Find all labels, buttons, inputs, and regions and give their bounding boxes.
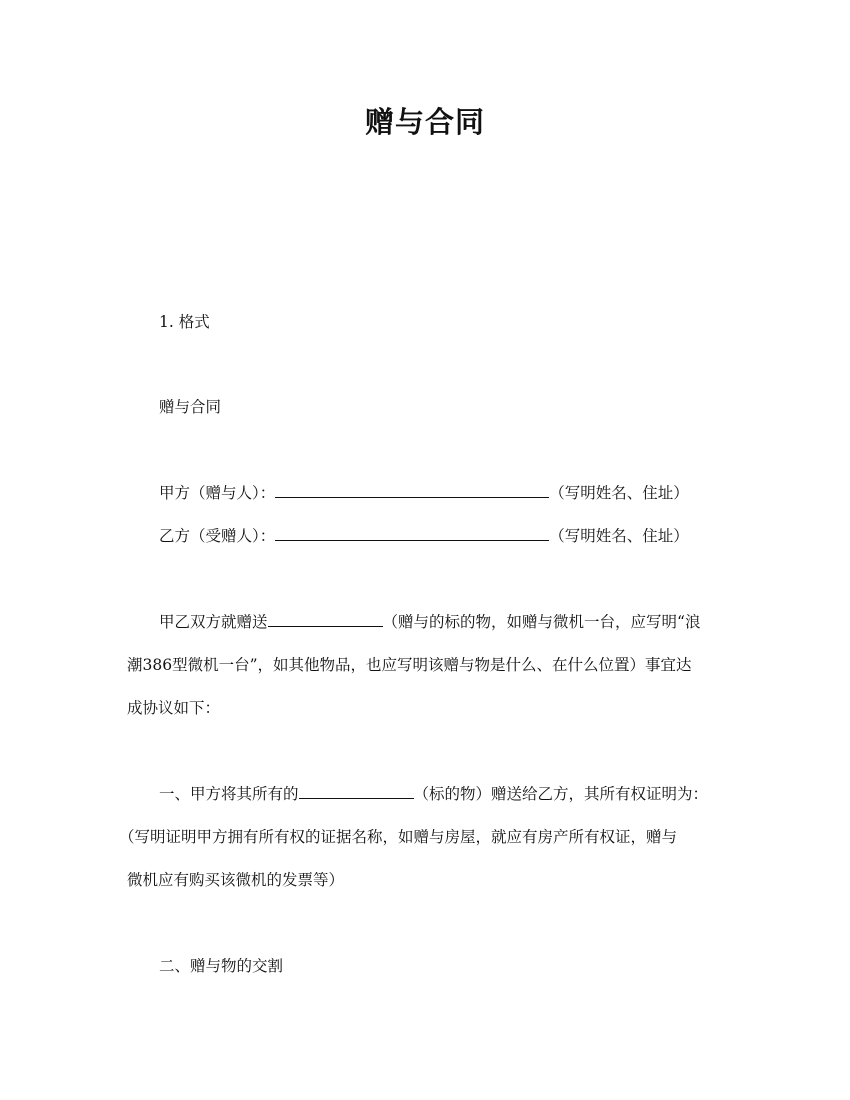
party-b-label: 乙方（受赠人）： — [159, 527, 276, 545]
clause-2-heading: 二、赠与物的交割 — [159, 957, 284, 975]
intro-paragraph-line-2: 潮386型微机一台”，如其他物品，也应写明该赠与物是什么、在什么位置）事宜达 — [127, 656, 692, 674]
clause-1-prefix: 一、甲方将其所有的 — [159, 785, 299, 803]
contract-subtitle: 赠与合同 — [159, 398, 222, 416]
document-title: 赠与合同 — [364, 105, 485, 139]
intro-prefix: 甲乙双方就赠送 — [159, 613, 268, 631]
party-a-line — [127, 482, 759, 504]
party-a-blank — [275, 483, 549, 498]
party-b-line — [127, 525, 759, 547]
party-b-blank — [275, 526, 549, 541]
clause-1-line1-suffix: （标的物）赠送给乙方，其所有权证明为： — [413, 785, 709, 803]
party-a-label: 甲方（赠与人）： — [159, 484, 276, 502]
clause-1-line-2: （写明证明甲方拥有所有权的证据名称，如赠与房屋，就应有房产所有权证，赠与 — [119, 828, 678, 846]
section-format-heading: 1. 格式 — [159, 313, 210, 331]
clause-1-line-1 — [127, 783, 759, 805]
clause-1-blank — [299, 784, 414, 799]
party-a-note: （写明姓名、住址） — [549, 484, 689, 502]
intro-paragraph-line-3: 成协议如下： — [127, 699, 221, 717]
intro-line1-suffix: （赠与的标的物，如赠与微机一台，应写明“浪 — [382, 613, 701, 631]
intro-paragraph-line-1 — [127, 611, 759, 633]
clause-1-line-3: 微机应有购买该微机的发票等） — [127, 871, 345, 889]
party-b-note: （写明姓名、住址） — [549, 527, 689, 545]
intro-blank — [268, 612, 383, 627]
